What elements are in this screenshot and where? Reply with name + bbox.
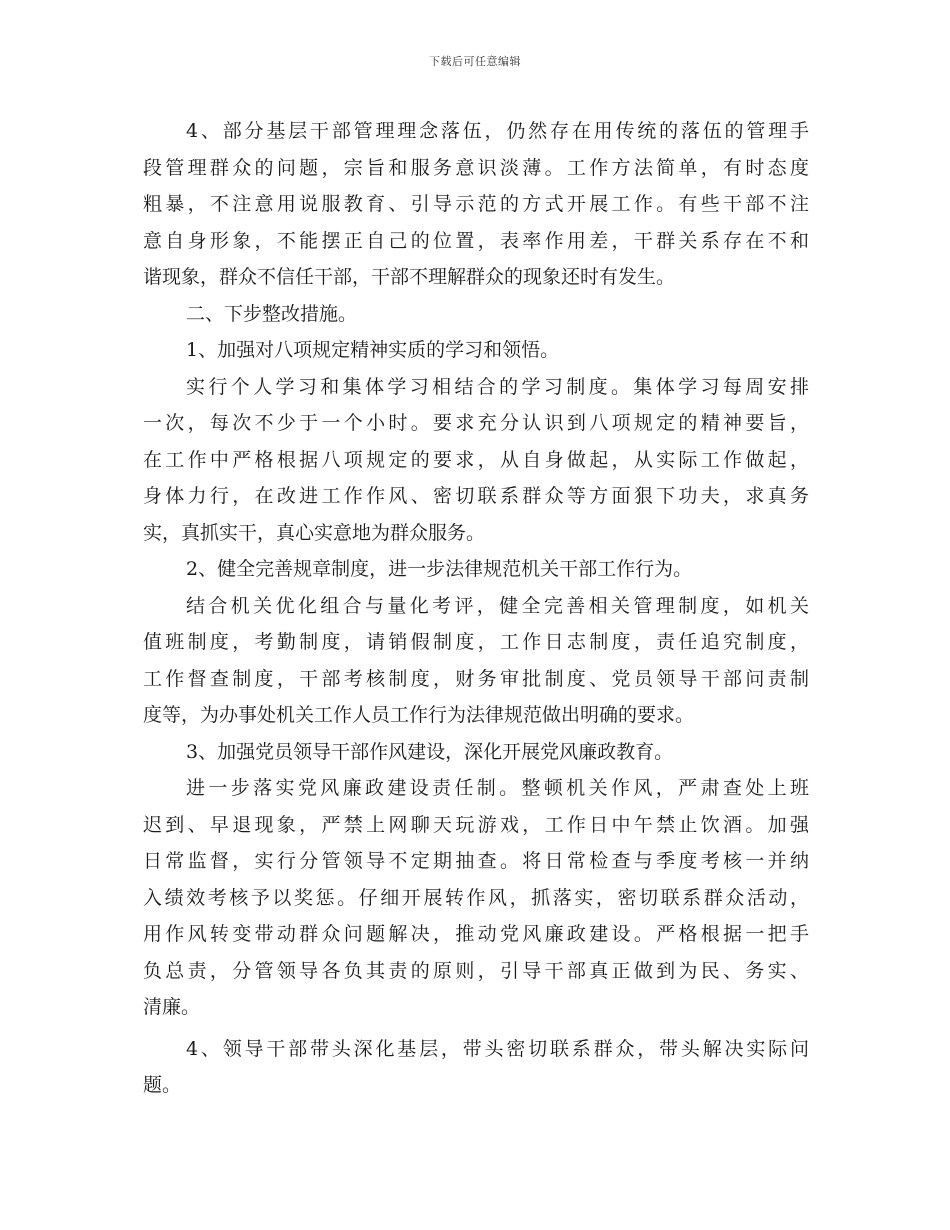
subsection-heading	[143, 332, 809, 369]
paragraph	[143, 588, 809, 734]
text-line: 身体力行，在改进工作作风、密切联系群众等方面狠下功夫，求真务	[143, 485, 809, 507]
text-line: 实，真抓实干，真心实意地为群众服务。	[143, 521, 486, 544]
paragraph	[143, 770, 809, 1026]
text-line: 段管理群众的问题，宗旨和服务意识淡薄。工作方法简单，有时态度	[143, 156, 809, 179]
text-line: 清廉。	[143, 996, 201, 1018]
page-header: 下载后可任意编辑	[429, 55, 521, 68]
text-line: 用作风转变带动群众问题解决，推动党风廉政建设。严格根据一把手	[143, 923, 809, 945]
document-body	[143, 113, 809, 1104]
subsection-heading	[143, 551, 809, 588]
text-line: 一次，每次不少于一个小时。要求充分认识到八项规定的精神要旨，	[143, 412, 809, 434]
text-line: 谐现象，群众不信任干部，干部不理解群众的现象还时有发生。	[143, 266, 676, 288]
text-line: 值班制度，考勤制度，请销假制度，工作日志制度，责任追究制度，	[143, 631, 809, 653]
text-line: 二、下步整改措施。	[186, 302, 358, 325]
text-line: 结合机关优化组合与量化考评，健全完善相关管理制度，如机关	[186, 594, 809, 617]
section-heading	[143, 296, 809, 333]
text-line: 意自身形象，不能摆正自己的位置，表率作用差，干群关系存在不和	[143, 229, 809, 252]
text-line: 4、部分基层干部管理理念落伍，仍然存在用传统的落伍的管理手	[186, 120, 809, 142]
text-line: 3、加强党员领导干部作风建设，深化开展党风廉政教育。	[186, 740, 674, 763]
paragraph	[143, 369, 809, 552]
text-line: 粗暴，不注意用说服教育、引导示范的方式开展工作。有些干部不注	[143, 193, 809, 215]
text-line: 实行个人学习和集体学习相结合的学习制度。集体学习每周安排	[186, 375, 809, 398]
text-line: 工作督查制度，干部考核制度，财务审批制度、党员领导干部问责制	[143, 667, 809, 690]
text-line: 1、加强对八项规定精神实质的学习和领悟。	[186, 339, 560, 361]
text-line: 迟到、早退现象，严禁上网聊天玩游戏，工作日中午禁止饮酒。加强	[143, 813, 809, 836]
text-line: 4、领导干部带头深化基层，带头密切联系群众，带头解决实际问	[186, 1037, 809, 1060]
text-line: 度等，为办事处机关工作人员工作行为法律规范做出明确的要求。	[143, 704, 695, 726]
paragraph	[143, 113, 809, 296]
subsection-heading	[143, 1031, 809, 1104]
text-line: 日常监督，实行分管领导不定期抽查。将日常检查与季度考核一并纳	[143, 850, 809, 872]
text-line: 在工作中严格根据八项规定的要求，从自身做起，从实际工作做起，	[143, 448, 809, 471]
text-line: 负总责，分管领导各负其责的原则，引导干部真正做到为民、务实、	[143, 959, 809, 982]
text-line: 入绩效考核予以奖惩。仔细开展转作风，抓落实，密切联系群众活动，	[143, 886, 809, 909]
subsection-heading	[143, 734, 809, 771]
text-line: 进一步落实党风廉政建设责任制。整顿机关作风，严肃查处上班	[186, 777, 809, 799]
text-line: 2、健全完善规章制度，进一步法律规范机关干部工作行为。	[186, 558, 693, 580]
text-line: 题。	[143, 1074, 182, 1096]
